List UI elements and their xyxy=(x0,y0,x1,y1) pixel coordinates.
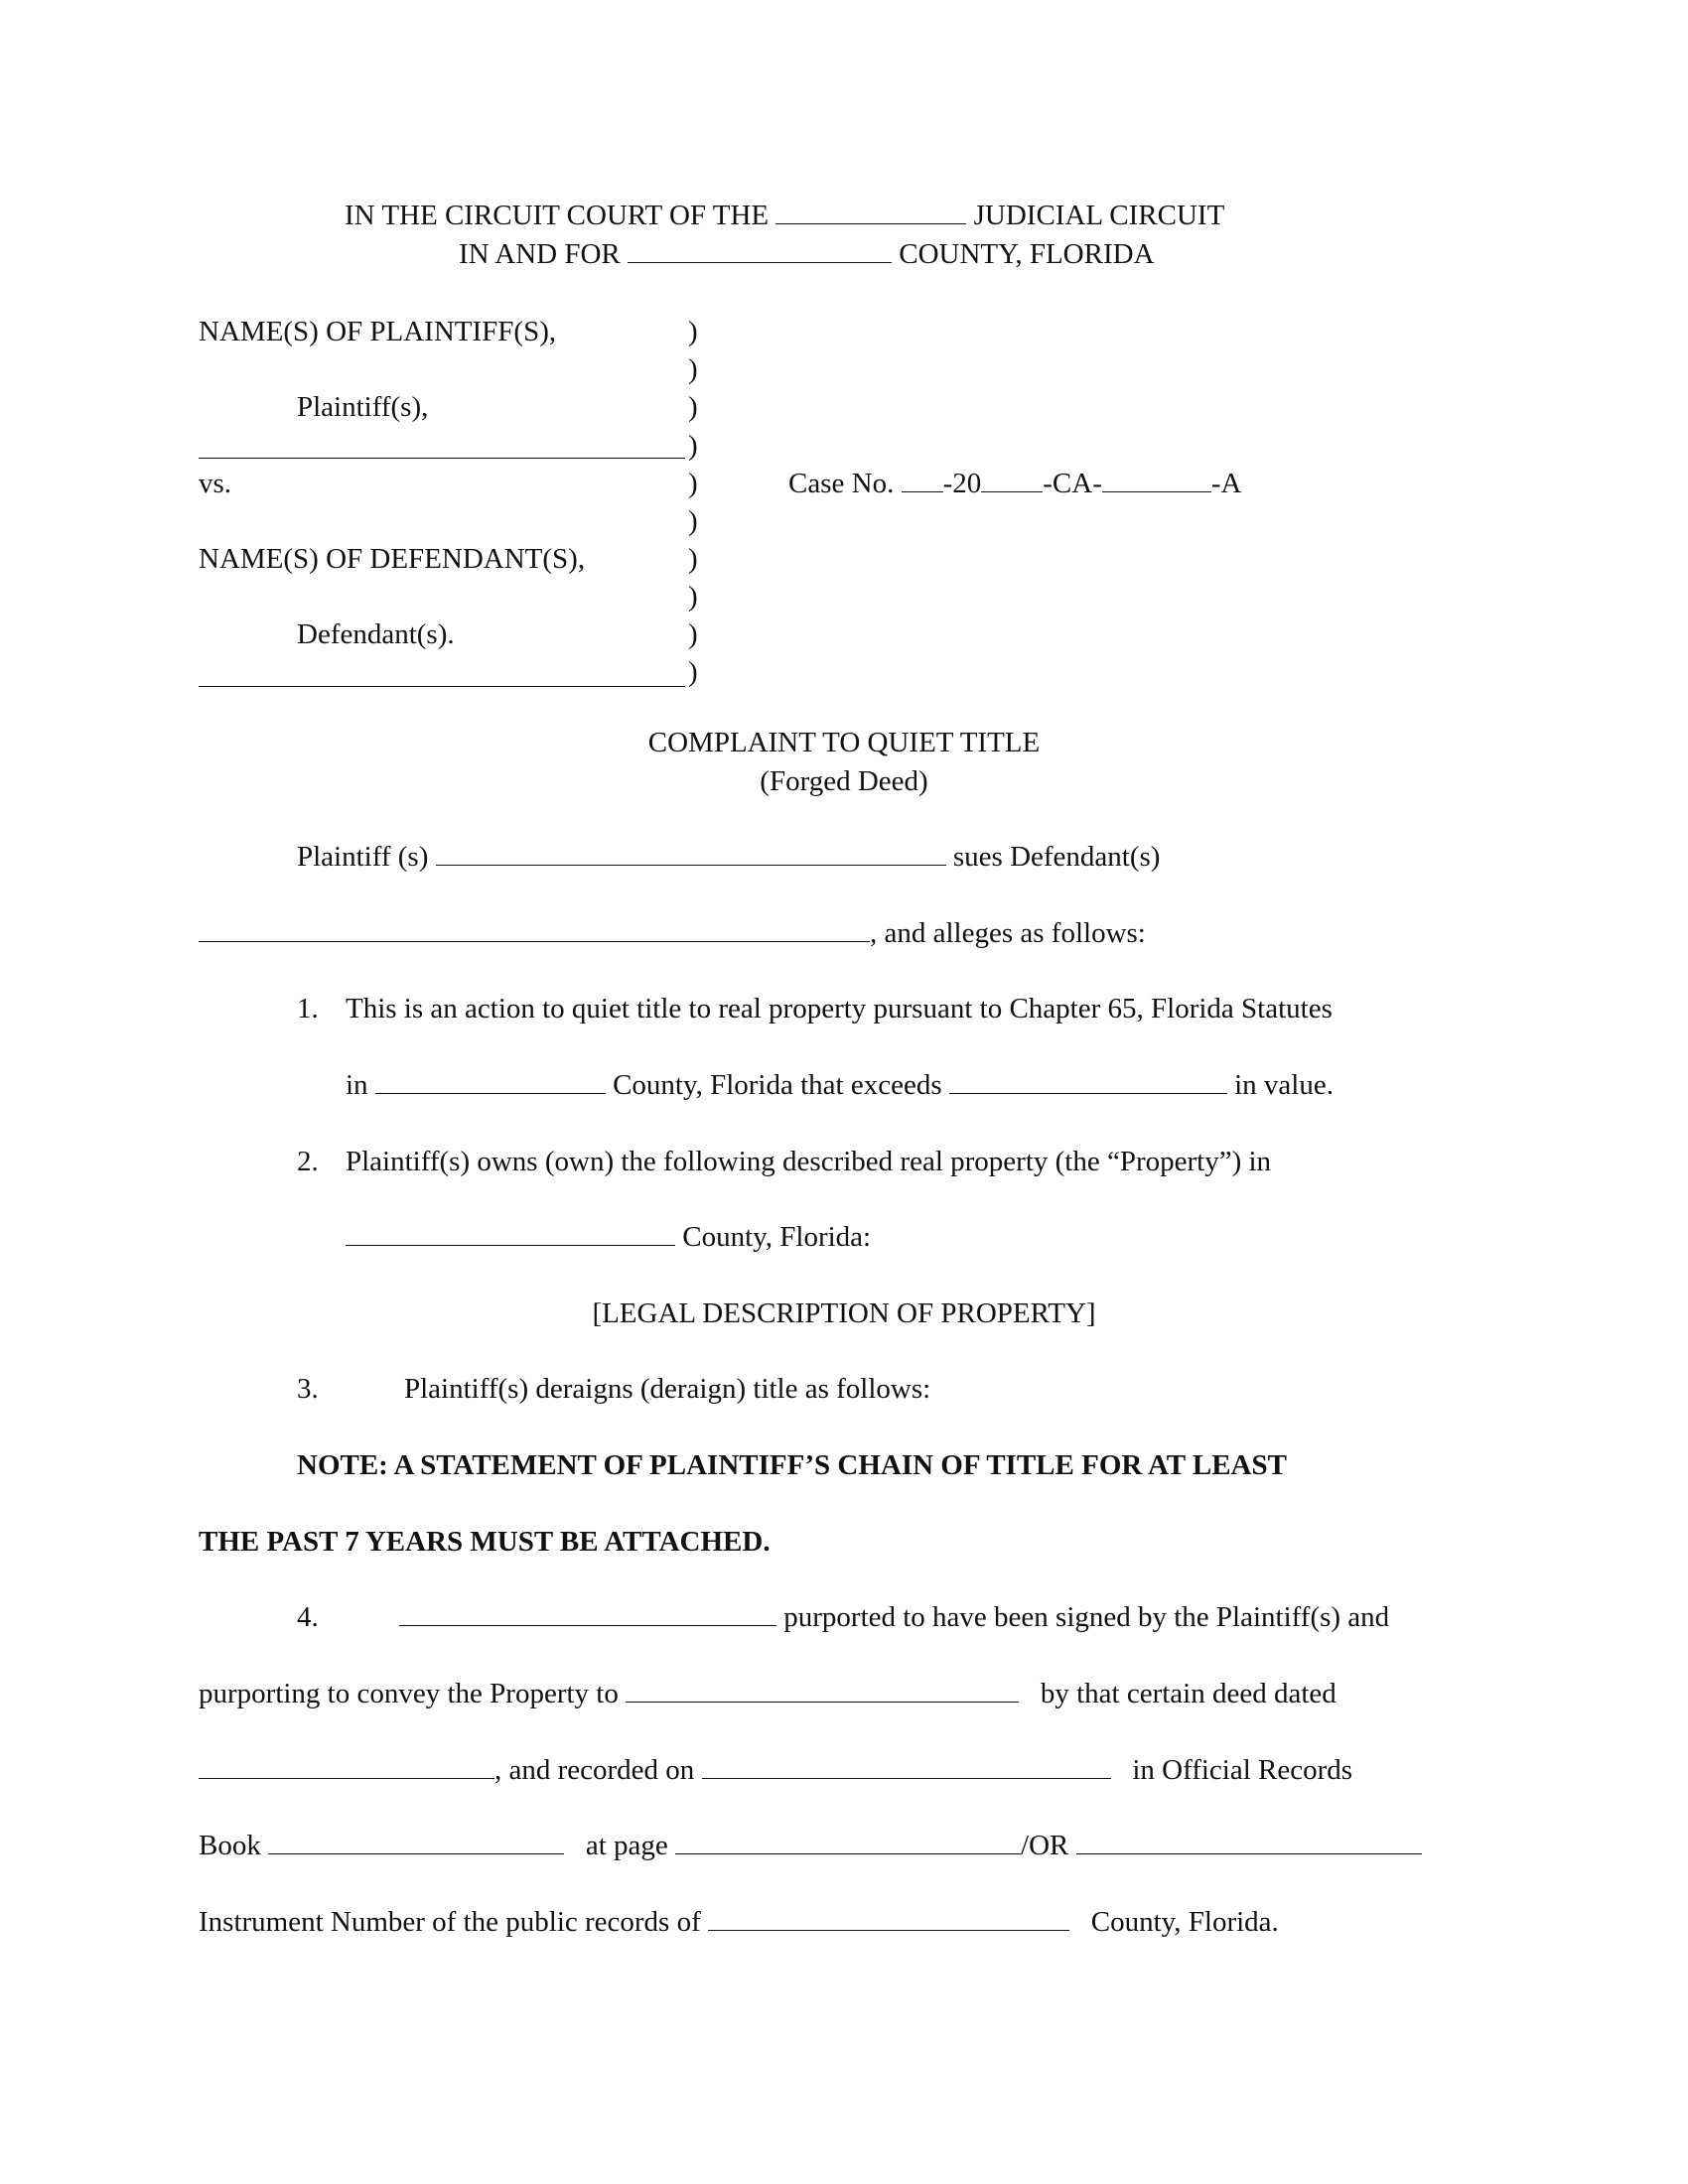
note-line2: THE PAST 7 YEARS MUST BE ATTACHED. xyxy=(199,1526,771,1558)
paragraph-2-line2 xyxy=(346,1221,871,1254)
paragraph-4-deed: by that certain deed dated xyxy=(1040,1678,1336,1709)
defendant-name-blank[interactable] xyxy=(199,940,870,942)
caption-paren: ) xyxy=(688,316,698,347)
paragraph-4-page: at page xyxy=(585,1830,668,1861)
caption-paren: ) xyxy=(688,430,698,462)
defendant-role: Defendant(s). xyxy=(297,618,455,650)
paragraph-4-line4 xyxy=(199,1830,1422,1862)
paragraph-4-purported: purported to have been signed by the Plaintiff(s) and xyxy=(783,1601,1390,1633)
case-number-label: Case No. xyxy=(788,468,895,499)
intro-plaintiff-label: Plaintiff (s) xyxy=(297,841,429,873)
paragraph-4-book: Book xyxy=(199,1830,261,1861)
paragraph-1-value-label: in value. xyxy=(1234,1069,1334,1101)
paragraph-3-number: 3. xyxy=(297,1373,319,1405)
legal-description-placeholder: [LEGAL DESCRIPTION OF PROPERTY] xyxy=(592,1297,1096,1329)
case-sequence-blank[interactable] xyxy=(1102,490,1211,492)
paragraph-4-number: 4. xyxy=(297,1601,319,1633)
versus-label: vs. xyxy=(199,468,232,499)
instrument-number-blank[interactable] xyxy=(1076,1852,1422,1854)
court-caption-line1 xyxy=(345,200,1224,232)
caption-paren: ) xyxy=(688,543,698,575)
caption-circuit-label: JUDICIAL CIRCUIT xyxy=(973,200,1225,231)
paragraph-1-county-blank[interactable] xyxy=(375,1092,606,1094)
paragraph-2-text: Plaintiff(s) owns (own) the following described real property (the “Property”) in xyxy=(346,1146,1272,1177)
intro-line2 xyxy=(199,917,1146,950)
paragraph-2-number: 2. xyxy=(297,1146,319,1177)
records-county-blank[interactable] xyxy=(708,1929,1069,1931)
case-year-prefix: -20 xyxy=(942,468,982,499)
county-blank[interactable] xyxy=(628,261,892,263)
paragraph-4-official: in Official Records xyxy=(1132,1754,1353,1786)
caption-paren: ) xyxy=(688,581,698,613)
caption-county-florida: COUNTY, FLORIDA xyxy=(899,238,1155,270)
paragraph-1-in: in xyxy=(346,1069,368,1101)
intro-alleges-label: , and alleges as follows: xyxy=(870,917,1146,949)
caption-county-label: IN AND FOR xyxy=(459,238,621,270)
case-prefix-blank[interactable] xyxy=(902,490,943,492)
paragraph-2-county-blank[interactable] xyxy=(346,1244,675,1246)
paragraph-1-number: 1. xyxy=(297,993,319,1024)
caption-paren: ) xyxy=(688,391,698,423)
paragraph-4-line2 xyxy=(199,1678,1336,1710)
plaintiff-name: NAME(S) OF PLAINTIFF(S), xyxy=(199,316,557,347)
recording-date-blank[interactable] xyxy=(702,1777,1111,1779)
paragraph-4-line1 xyxy=(399,1601,1389,1634)
plaintiff-underline xyxy=(199,458,685,459)
paragraph-4-line3 xyxy=(199,1754,1352,1787)
defendant-name: NAME(S) OF DEFENDANT(S), xyxy=(199,543,586,575)
plaintiff-role: Plaintiff(s), xyxy=(297,391,429,423)
paragraph-4-line5 xyxy=(199,1906,1279,1939)
paragraph-1-line2 xyxy=(346,1069,1334,1102)
caption-paren: ) xyxy=(688,468,698,499)
plaintiff-name-blank[interactable] xyxy=(436,864,946,866)
case-year-blank[interactable] xyxy=(981,490,1043,492)
document-subtitle: (Forged Deed) xyxy=(760,765,928,797)
case-ca-label: -CA- xyxy=(1043,468,1102,499)
paragraph-1-county-label: County, Florida that exceeds xyxy=(613,1069,942,1101)
paragraph-4-convey: purporting to convey the Property to xyxy=(199,1678,619,1709)
paragraph-4-recorded: , and recorded on xyxy=(494,1754,695,1786)
paragraph-4-instrument: Instrument Number of the public records of xyxy=(199,1906,701,1938)
case-suffix: -A xyxy=(1210,468,1242,499)
paragraph-2-county-label: County, Florida: xyxy=(682,1221,872,1253)
grantee-blank[interactable] xyxy=(626,1701,1019,1703)
circuit-blank[interactable] xyxy=(775,222,966,224)
page-number-blank[interactable] xyxy=(675,1852,1021,1854)
intro-line1 xyxy=(297,841,1160,874)
caption-paren: ) xyxy=(688,618,698,650)
paragraph-1-text: This is an action to quiet title to real property pursuant to Chapter 65, Florida Statutes xyxy=(346,993,1333,1024)
caption-paren: ) xyxy=(688,505,698,537)
caption-paren: ) xyxy=(688,353,698,385)
paragraph-4-county: County, Florida. xyxy=(1090,1906,1279,1938)
case-number xyxy=(788,468,1241,500)
caption-court-label: IN THE CIRCUIT COURT OF THE xyxy=(345,200,770,231)
grantor-blank[interactable] xyxy=(399,1624,776,1626)
note-line1: NOTE: A STATEMENT OF PLAINTIFF’S CHAIN OF TITLE FOR AT LEAST xyxy=(297,1449,1287,1481)
document-title: COMPLAINT TO QUIET TITLE xyxy=(647,727,1041,758)
defendant-underline xyxy=(199,686,685,687)
deed-date-blank[interactable] xyxy=(199,1777,494,1779)
book-number-blank[interactable] xyxy=(268,1852,564,1854)
paragraph-1-value-blank[interactable] xyxy=(949,1092,1227,1094)
court-caption-line2 xyxy=(459,238,1155,271)
caption-paren: ) xyxy=(688,656,698,688)
intro-sues-label: sues Defendant(s) xyxy=(952,841,1161,873)
paragraph-3-text: Plaintiff(s) deraigns (deraign) title as follows: xyxy=(404,1373,931,1405)
paragraph-4-or: /OR xyxy=(1021,1830,1069,1861)
